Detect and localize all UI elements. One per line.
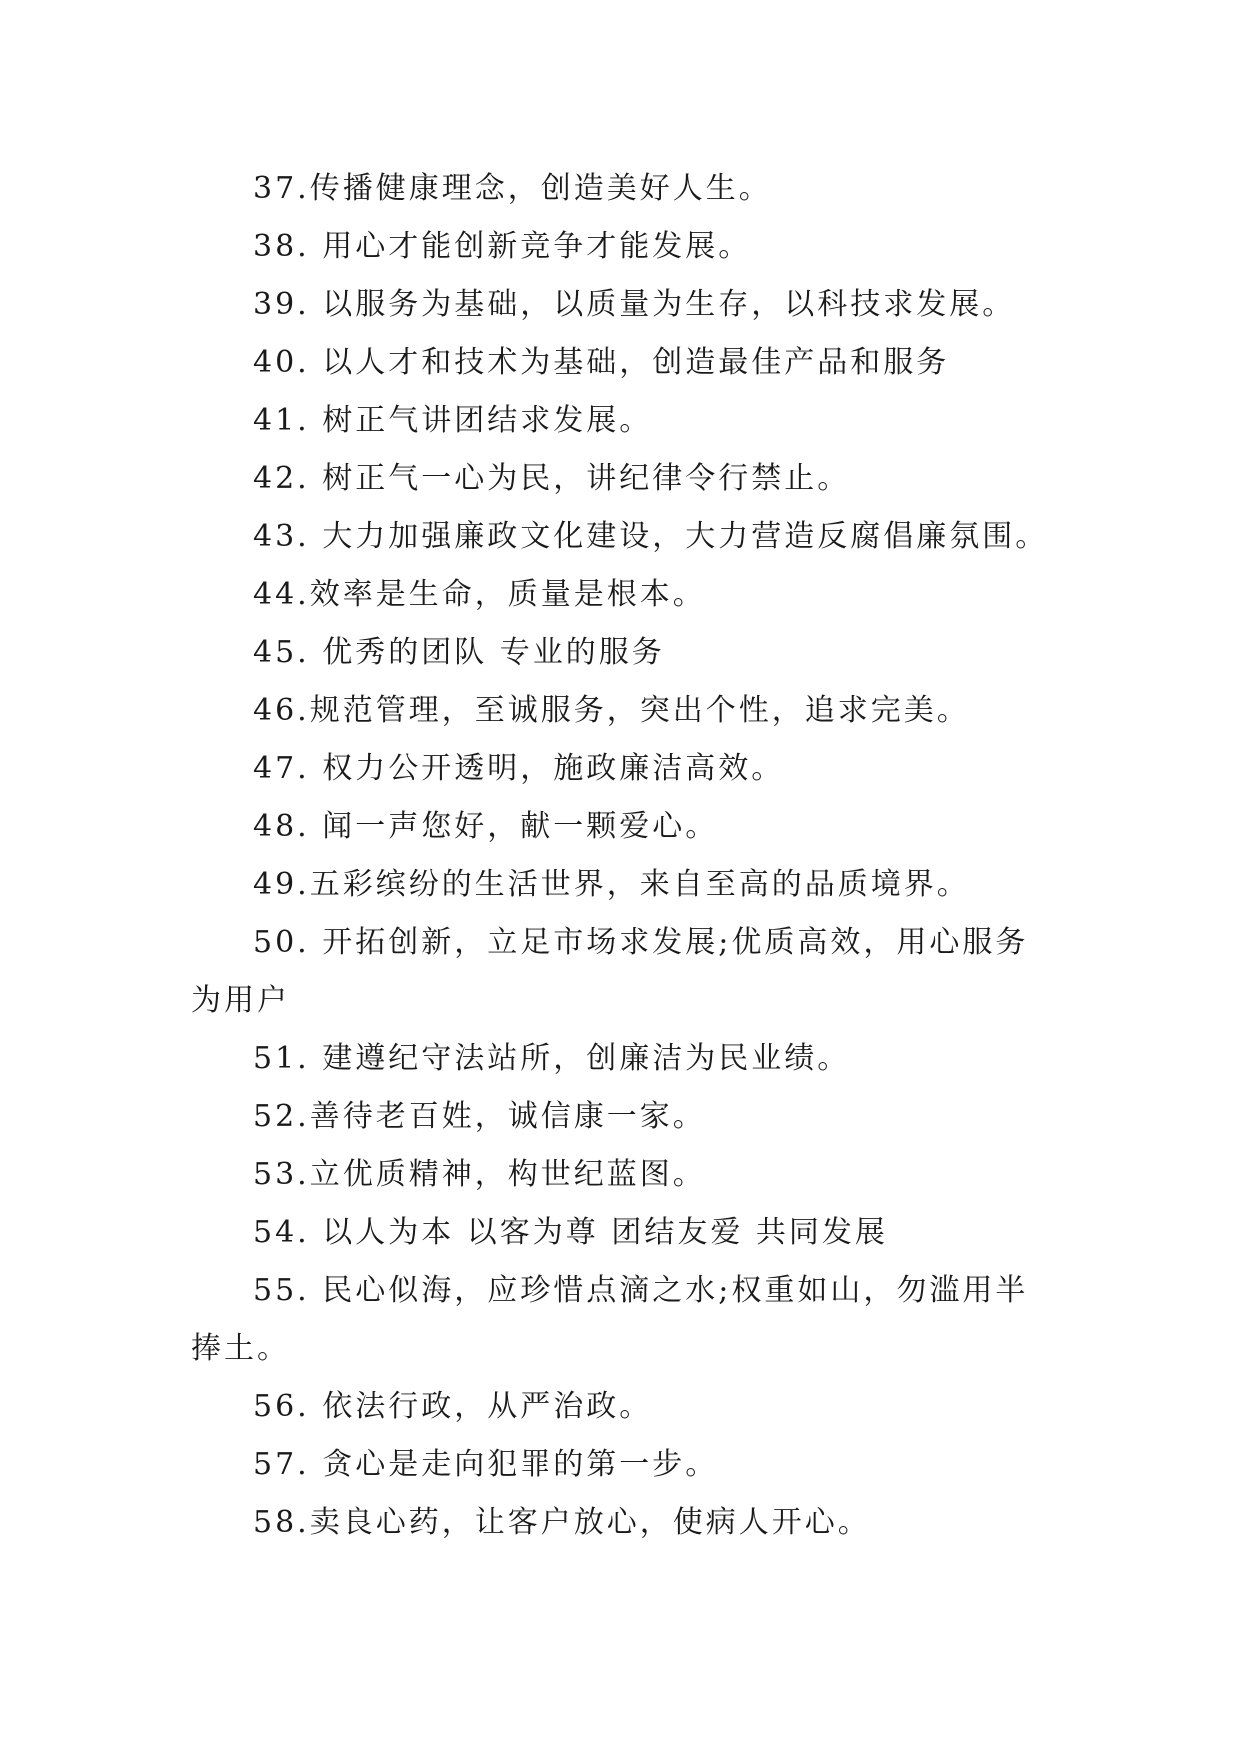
slogan-line: 45. 优秀的团队 专业的服务 bbox=[253, 635, 665, 670]
slogan-line: 56. 依法行政，从严治政。 bbox=[253, 1389, 653, 1424]
slogan-list bbox=[191, 160, 1061, 1552]
slogan-line: 43. 大力加强廉政文化建设，大力营造反腐倡廉氛围。 bbox=[253, 519, 1049, 554]
slogan-line: 57. 贪心是走向犯罪的第一步。 bbox=[253, 1447, 719, 1482]
slogan-line: 42. 树正气一心为民，讲纪律令行禁止。 bbox=[253, 461, 851, 496]
slogan-line: 41. 树正气讲团结求发展。 bbox=[253, 403, 653, 438]
slogan-line: 49.五彩缤纷的生活世界，来自至高的品质境界。 bbox=[253, 867, 970, 902]
slogan-line: 37.传播健康理念，创造美好人生。 bbox=[253, 171, 772, 206]
slogan-line: 38. 用心才能创新竞争才能发展。 bbox=[253, 229, 752, 264]
slogan-line: 48. 闻一声您好，献一颗爱心。 bbox=[253, 809, 719, 844]
slogan-line-continuation: 捧土。 bbox=[191, 1331, 290, 1366]
slogan-line: 40. 以人才和技术为基础，创造最佳产品和服务 bbox=[253, 345, 950, 380]
slogan-line: 55. 民心似海，应珍惜点滴之水;权重如山，勿滥用半 bbox=[253, 1273, 1029, 1308]
slogan-line: 50. 开拓创新，立足市场求发展;优质高效，用心服务 bbox=[253, 925, 1029, 960]
slogan-line: 54. 以人为本 以客为尊 团结友爱 共同发展 bbox=[253, 1215, 888, 1250]
slogan-line-continuation: 为用户 bbox=[191, 983, 290, 1018]
slogan-line: 44.效率是生命，质量是根本。 bbox=[253, 577, 706, 612]
slogan-line: 47. 权力公开透明，施政廉洁高效。 bbox=[253, 751, 785, 786]
slogan-line: 53.立优质精神，构世纪蓝图。 bbox=[253, 1157, 706, 1192]
slogan-line: 52.善待老百姓，诚信康一家。 bbox=[253, 1099, 706, 1134]
slogan-line: 46.规范管理，至诚服务，突出个性，追求完美。 bbox=[253, 693, 970, 728]
slogan-line: 39. 以服务为基础，以质量为生存，以科技求发展。 bbox=[253, 287, 1016, 322]
slogan-line: 58.卖良心药，让客户放心，使病人开心。 bbox=[253, 1505, 871, 1540]
slogan-line: 51. 建遵纪守法站所，创廉洁为民业绩。 bbox=[253, 1041, 851, 1076]
